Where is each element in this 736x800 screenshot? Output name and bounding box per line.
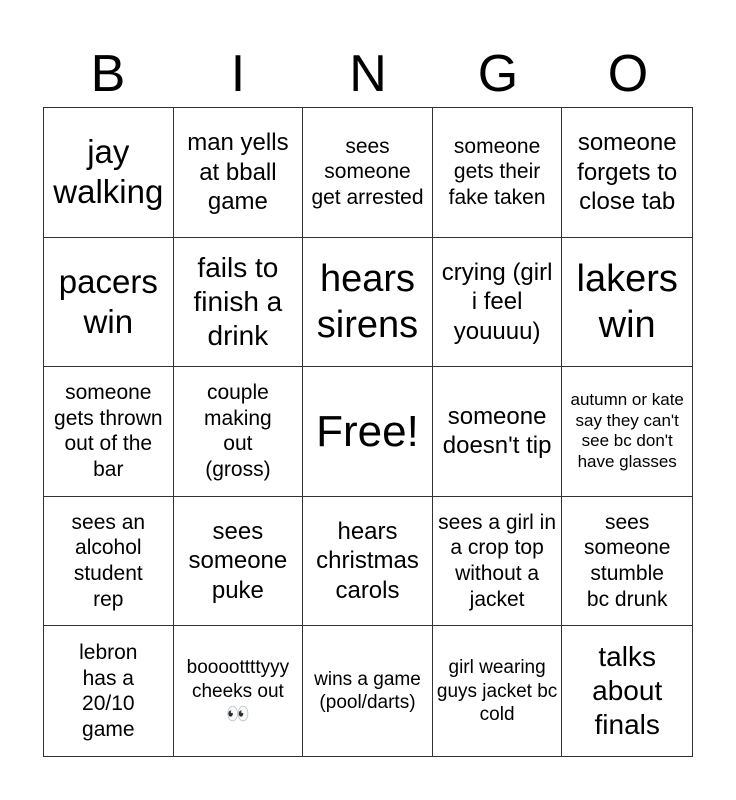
- bingo-cell[interactable]: [174, 367, 304, 497]
- header-letter-n: N: [349, 45, 387, 103]
- cell-text: fails to finish a drink: [193, 251, 283, 351]
- cell-text: autumn or kate say they can't see bc don't have glasses: [570, 390, 684, 472]
- cell-text: girl wearing guys jacket bc cold: [436, 657, 558, 725]
- header-letter-i: I: [230, 45, 246, 103]
- header-letter-b: B: [90, 45, 126, 103]
- cell-text: sees a girl in a crop top without a jacket: [438, 510, 557, 611]
- cell-text: sees an alcohol student rep: [71, 510, 146, 611]
- bingo-cell[interactable]: [562, 108, 692, 238]
- bingo-cell[interactable]: [174, 497, 304, 627]
- header-letter-g: G: [477, 45, 519, 103]
- bingo-cell[interactable]: [44, 238, 174, 368]
- bingo-header: [43, 40, 693, 108]
- free-space[interactable]: [303, 367, 433, 497]
- cell-text: wins a game (pool/darts): [314, 669, 421, 714]
- cell-text: talks about finals: [592, 640, 663, 741]
- bingo-cell[interactable]: [433, 367, 563, 497]
- cell-text: lebron has a 20/10 game: [79, 640, 138, 741]
- cell-text: pacers win: [58, 262, 158, 340]
- cell-text: boooottttyyy cheeks out 👀: [186, 657, 290, 725]
- bingo-cell[interactable]: [562, 238, 692, 368]
- bingo-cell[interactable]: [303, 626, 433, 756]
- bingo-board: [43, 107, 693, 757]
- bingo-cell[interactable]: [562, 367, 692, 497]
- cell-text: jay walking: [53, 133, 164, 211]
- bingo-cell[interactable]: [433, 238, 563, 368]
- cell-text: sees someone stumble bc drunk: [583, 510, 671, 611]
- bingo-cell[interactable]: [174, 626, 304, 756]
- cell-text: someone doesn't tip: [442, 403, 552, 460]
- bingo-cell[interactable]: [44, 108, 174, 238]
- cell-text: hears sirens: [316, 257, 419, 346]
- bingo-cell[interactable]: [433, 497, 563, 627]
- bingo-cell[interactable]: [44, 497, 174, 627]
- cell-text: someone forgets to close tab: [577, 129, 678, 215]
- free-space-label: Free!: [316, 406, 419, 456]
- cell-text: couple making out (gross): [204, 381, 272, 482]
- bingo-cell[interactable]: [44, 626, 174, 756]
- bingo-cell[interactable]: [44, 367, 174, 497]
- bingo-cell[interactable]: [433, 626, 563, 756]
- bingo-cell[interactable]: [303, 108, 433, 238]
- cell-text: sees someone get arrested: [311, 134, 424, 210]
- bingo-cell[interactable]: [174, 238, 304, 368]
- cell-text: crying (girl i feel youuuu): [441, 258, 553, 345]
- header-letter-o: O: [607, 45, 649, 103]
- bingo-cell[interactable]: [562, 497, 692, 627]
- cell-text: someone gets their fake taken: [448, 134, 546, 210]
- cell-text: someone gets thrown out of the bar: [54, 381, 163, 482]
- bingo-cell[interactable]: [303, 238, 433, 368]
- bingo-cell[interactable]: [174, 108, 304, 238]
- bingo-cell[interactable]: [433, 108, 563, 238]
- cell-text: man yells at bball game: [187, 129, 289, 215]
- cell-text: hears christmas carols: [316, 518, 419, 604]
- cell-text: sees someone puke: [188, 518, 288, 604]
- bingo-cell[interactable]: [303, 497, 433, 627]
- cell-text: lakers win: [576, 257, 678, 346]
- bingo-cell[interactable]: [562, 626, 692, 756]
